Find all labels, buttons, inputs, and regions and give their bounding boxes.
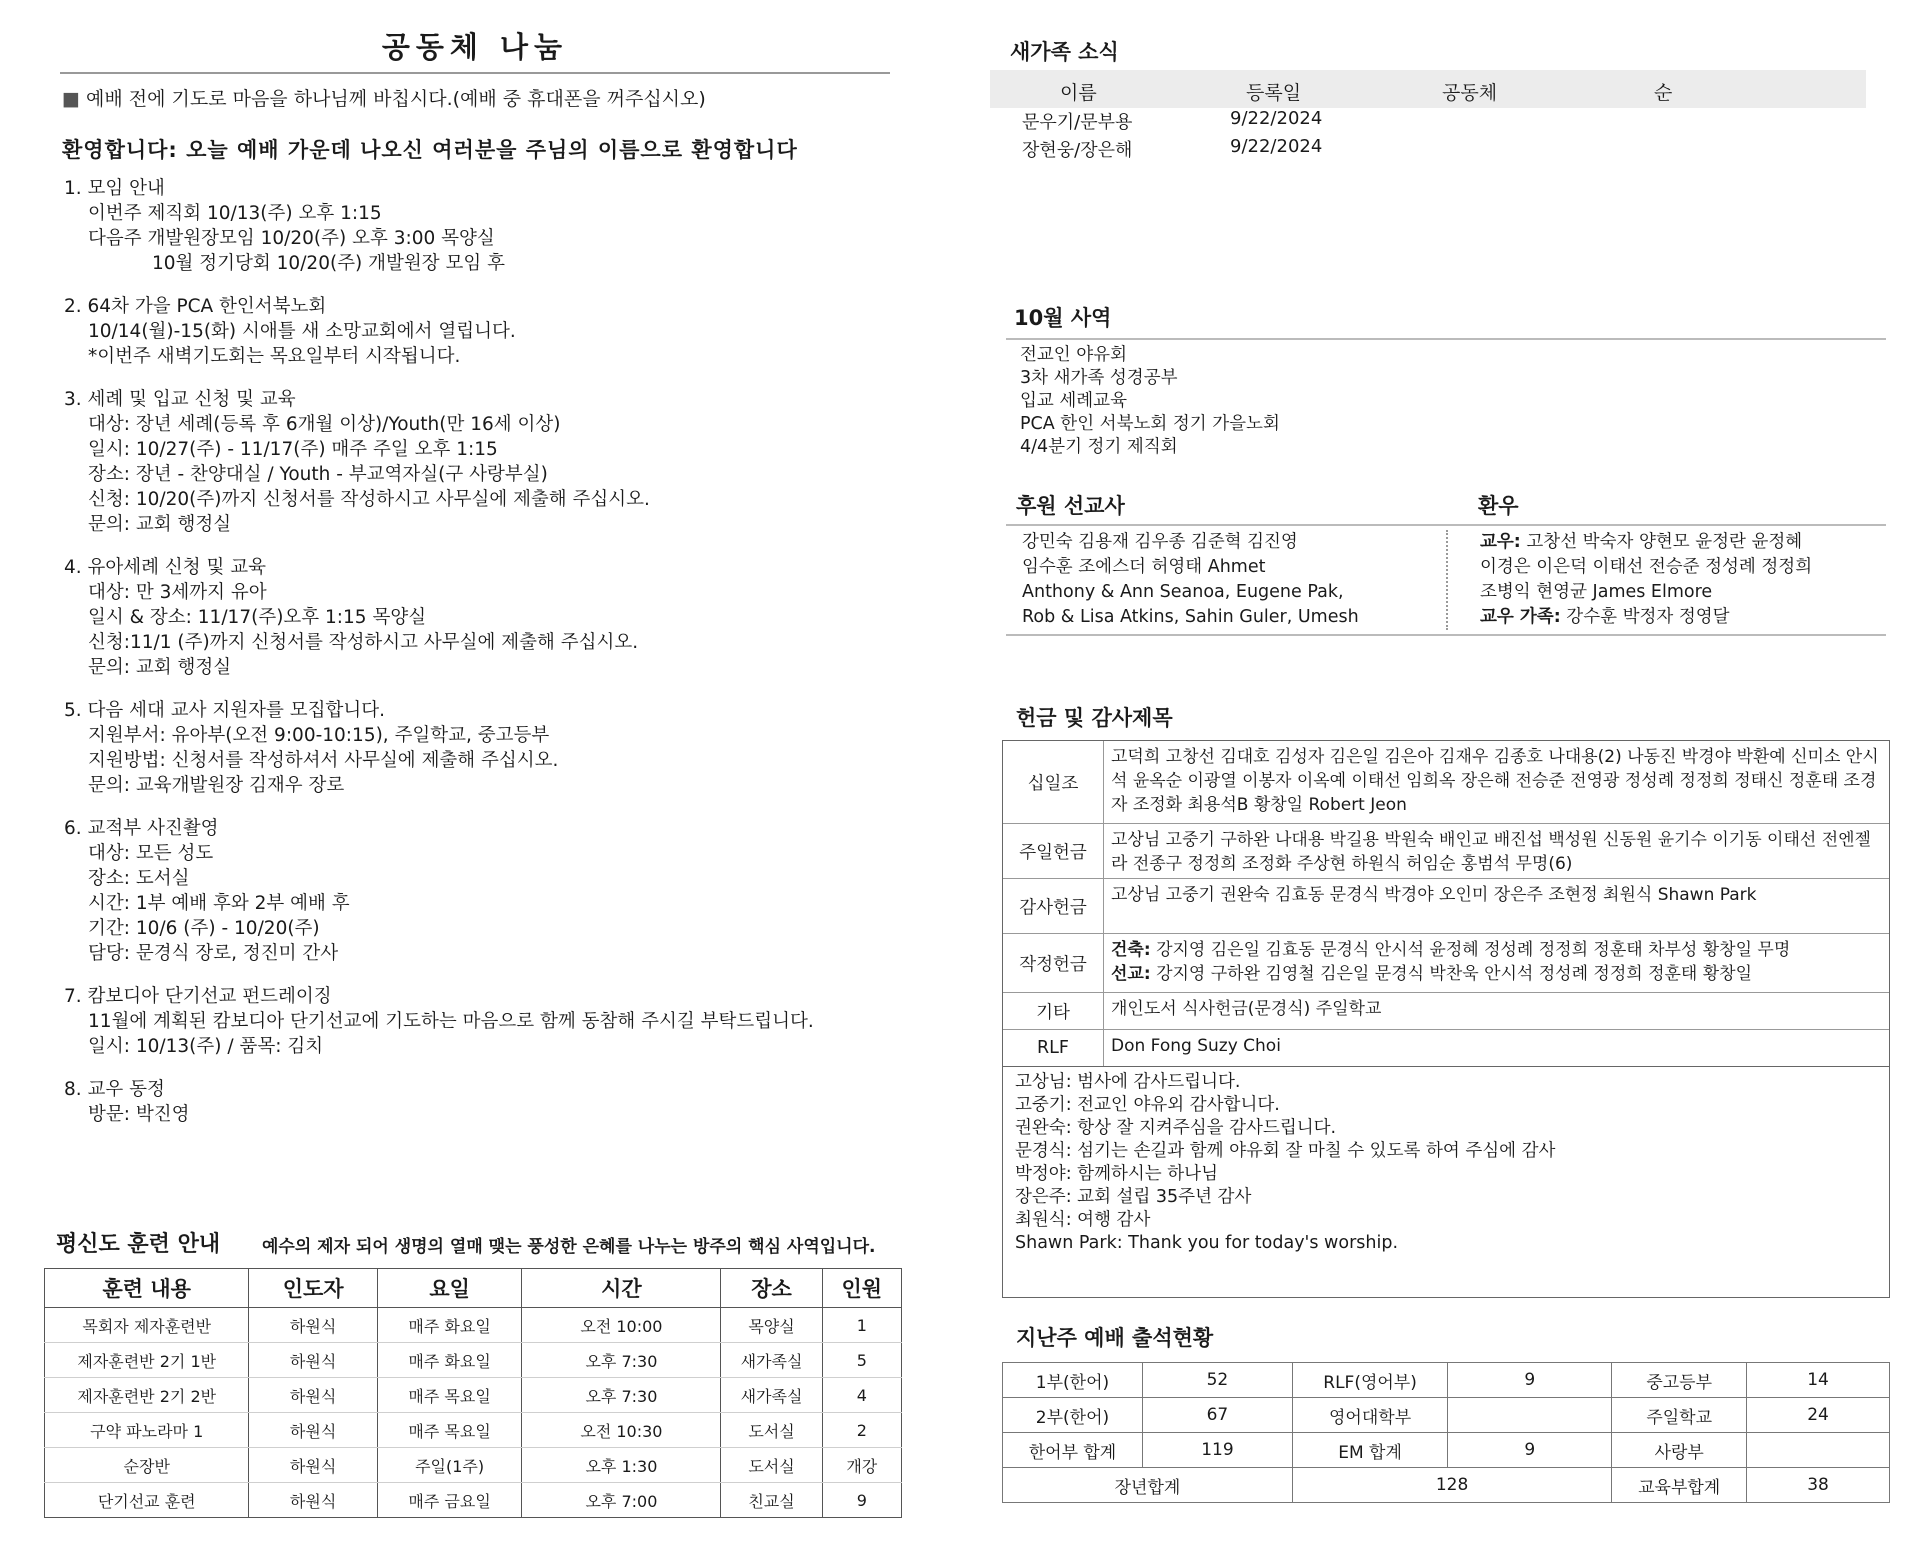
- offering-row-sunday: [1003, 824, 1889, 879]
- thanks-notes: [1003, 1071, 1889, 1291]
- list-item: 조병익 현영균 James Elmore: [1480, 582, 1713, 602]
- worship-note-text: 예배 전에 기도로 마음을 하나님께 바칩시다.(예배 중 휴대폰을 꺼주십시오): [86, 88, 706, 110]
- announcement-item: [64, 387, 894, 537]
- announcement-item: [64, 555, 894, 680]
- table-header: 장소: [721, 1269, 822, 1308]
- table-cell: 1: [822, 1308, 901, 1343]
- list-item: PCA 한인 서북노회 정기 가을노회: [1020, 414, 1280, 434]
- divider: [1006, 524, 1886, 526]
- table-cell: 목회자 제자훈련반: [45, 1308, 249, 1343]
- table-cell: 1부(한어): [1003, 1363, 1143, 1398]
- announcement-line: 10월 정기당회 10/20(주) 개발원장 모임 후: [152, 253, 506, 274]
- table-cell: 새가족실: [721, 1378, 822, 1413]
- list-item: 고상님: 범사에 감사드립니다.: [1015, 1072, 1241, 1092]
- welcome-message: 환영합니다: 오늘 예배 가운데 나오신 여러분을 주님의 이름으로 환영합니다: [62, 138, 798, 162]
- table-header: 훈련 내용: [45, 1269, 249, 1308]
- announcement-line: 문의: 교회 행정실: [88, 514, 232, 535]
- table-cell: [1747, 1433, 1890, 1468]
- page-title: 공동체 나눔: [381, 30, 569, 64]
- table-cell: 단기선교 훈련: [45, 1483, 249, 1518]
- training-table: [44, 1268, 902, 1518]
- announcement-item: [64, 176, 894, 276]
- table-cell: 하원식: [249, 1483, 377, 1518]
- table-row: [45, 1448, 902, 1483]
- table-cell: 장년합계: [1003, 1468, 1293, 1503]
- table-cell: 오전 10:30: [522, 1413, 721, 1448]
- offering-label: 감사헌금: [1003, 879, 1104, 933]
- announcement-line: 문의: 교육개발원장 김재우 장로: [88, 775, 345, 796]
- special-building: [1111, 938, 1879, 962]
- table-cell: 5: [822, 1343, 901, 1378]
- table-cell: 영어대학부: [1292, 1398, 1447, 1433]
- table-cell: 2부(한어): [1003, 1398, 1143, 1433]
- offering-row-special: [1003, 934, 1889, 993]
- table-row: [1003, 1433, 1890, 1468]
- list-item: 강민숙 김용재 김우종 김준혁 김진영: [1022, 532, 1298, 552]
- announcement-head: 2. 64차 가을 PCA 한인서북노회: [64, 296, 327, 317]
- dotted-divider: [1446, 530, 1448, 630]
- table-row: [1003, 1363, 1890, 1398]
- table-row: [45, 1343, 902, 1378]
- title-divider: [60, 72, 890, 74]
- announcement-line: 11월에 계획된 캄보디아 단기선교에 기도하는 마음으로 함께 동참해 주시길 부탁드립니다.: [88, 1011, 814, 1032]
- table-cell: 매주 화요일: [377, 1308, 522, 1343]
- list-item: 문경식: 섬기는 손길과 함께 야유회 잘 마칠 수 있도록 하여 주심에 감사: [1015, 1141, 1556, 1161]
- announcement-head: 4. 유아세례 신청 및 교육: [64, 557, 267, 578]
- attendance-title: 지난주 예배 출석현황: [1016, 1326, 1214, 1350]
- special-label: 선교:: [1111, 964, 1151, 984]
- sick-members-title: 환우: [1478, 494, 1519, 518]
- table-cell: 24: [1747, 1398, 1890, 1433]
- announcement-item: [64, 1077, 894, 1127]
- special-mission: [1111, 962, 1879, 986]
- offering-row-thanks: [1003, 879, 1889, 934]
- announcement-head: 6. 교적부 사진촬영: [64, 818, 219, 839]
- new-family-header: [990, 70, 1866, 108]
- worship-note: [62, 84, 706, 111]
- list-item: 권완숙: 항상 잘 지켜주심을 감사드립니다.: [1015, 1118, 1337, 1138]
- table-header-row: [45, 1269, 902, 1308]
- announcement-line: 지원방법: 신청서를 작성하셔서 사무실에 제출해 주십시오.: [88, 750, 559, 771]
- table-header: 등록일: [1246, 82, 1302, 104]
- table-cell: 제자훈련반 2기 2반: [45, 1378, 249, 1413]
- table-header: 인원: [822, 1269, 901, 1308]
- offering-label: RLF: [1003, 1030, 1104, 1066]
- announcement-item: [64, 816, 894, 966]
- offering-names: 고상님 고중기 구하완 나대용 박길용 박원숙 배인교 배진섭 백성원 신동원 윤기수 이기동 이태선 전엔젤라 전종구 정정희 조정화 주상현 하원식 허임순 홍범석 무명(6): [1111, 830, 1871, 874]
- table-header: 순: [1654, 82, 1673, 104]
- announcement-line: 다음주 개발원장모임 10/20(주) 오후 3:00 목양실: [88, 228, 495, 249]
- offering-row-tithe: [1003, 741, 1889, 824]
- announcement-line: 신청: 10/20(주)까지 신청서를 작성하시고 사무실에 제출해 주십시오.: [88, 489, 650, 510]
- table-cell: 14: [1747, 1363, 1890, 1398]
- sick-names: 고창선 박숙자 양현모 윤정란 윤정혜: [1526, 532, 1803, 552]
- table-row: [45, 1378, 902, 1413]
- announcement-head: 3. 세례 및 입교 신청 및 교육: [64, 389, 296, 410]
- new-family-title: 새가족 소식: [1010, 40, 1119, 64]
- table-cell: 4: [822, 1378, 901, 1413]
- training-title: 평신도 훈련 안내: [56, 1232, 221, 1257]
- announcement-line: 일시: 10/27(주) - 11/17(주) 매주 주일 오후 1:15: [88, 439, 498, 460]
- announcement-head: 8. 교우 동정: [64, 1079, 165, 1100]
- table-cell: 사랑부: [1612, 1433, 1747, 1468]
- list-item: Shawn Park: Thank you for today's worship.: [1015, 1233, 1399, 1253]
- announcement-line: 장소: 장년 - 찬양대실 / Youth - 부교역자실(구 사랑부실): [88, 464, 548, 485]
- table-cell: 52: [1142, 1363, 1292, 1398]
- offering-label: 기타: [1003, 993, 1104, 1029]
- new-family-date: 9/22/2024: [1230, 136, 1323, 157]
- announcement-line: 시간: 1부 예배 후와 2부 예배 후: [88, 893, 350, 914]
- table-cell: 38: [1747, 1468, 1890, 1503]
- announcement-line: 대상: 장년 세례(등록 후 6개월 이상)/Youth(만 16세 이상): [88, 414, 561, 435]
- table-header: 요일: [377, 1269, 522, 1308]
- table-cell: 하원식: [249, 1343, 377, 1378]
- offering-label: 주일헌금: [1003, 824, 1104, 878]
- attendance-table: [1002, 1362, 1890, 1503]
- table-cell: 오후 1:30: [522, 1448, 721, 1483]
- list-item: [1480, 530, 1812, 555]
- table-cell: 하원식: [249, 1378, 377, 1413]
- table-row: [45, 1483, 902, 1518]
- table-row: [1003, 1398, 1890, 1433]
- table-cell: 교육부합계: [1612, 1468, 1747, 1503]
- table-cell: 2: [822, 1413, 901, 1448]
- special-label: 건축:: [1111, 940, 1151, 960]
- training-slogan: 예수의 제자 되어 생명의 열매 맺는 풍성한 은혜를 나누는 방주의 핵심 사역입니다.: [262, 1237, 876, 1257]
- table-cell: 오후 7:30: [522, 1343, 721, 1378]
- missionaries-list: [1022, 530, 1359, 630]
- announcement-item: [64, 698, 894, 798]
- announcement-line: 문의: 교회 행정실: [88, 657, 232, 678]
- new-family-name: 문우기/문부용: [1022, 112, 1133, 133]
- table-header: 공동체: [1442, 82, 1498, 104]
- table-cell: 친교실: [721, 1483, 822, 1518]
- table-cell: 중고등부: [1612, 1363, 1747, 1398]
- table-cell: 오후 7:00: [522, 1483, 721, 1518]
- announcement-head: 5. 다음 세대 교사 지원자를 모집합니다.: [64, 700, 386, 721]
- table-cell: RLF(영어부): [1292, 1363, 1447, 1398]
- offering-row-rlf: [1003, 1030, 1889, 1067]
- list-item: Rob & Lisa Atkins, Sahin Guler, Umesh: [1022, 607, 1359, 627]
- table-cell: 주일(1주): [377, 1448, 522, 1483]
- list-item: 전교인 야유회: [1020, 345, 1127, 365]
- table-row: [1003, 1468, 1890, 1503]
- special-names: 강지영 김은일 김효동 문경식 안시석 윤정혜 정성례 정정희 정훈태 차부성 황창일 무명: [1156, 940, 1791, 960]
- list-item: 박정야: 함께하시는 하나님: [1015, 1164, 1218, 1184]
- offering-box: [1002, 740, 1890, 1298]
- table-cell: 도서실: [721, 1448, 822, 1483]
- list-item: 3차 새가족 성경공부: [1020, 368, 1178, 388]
- missionaries-title: 후원 선교사: [1016, 494, 1125, 518]
- table-cell: 하원식: [249, 1448, 377, 1483]
- table-cell: 구약 파노라마 1: [45, 1413, 249, 1448]
- announcement-line: 기간: 10/6 (주) - 10/20(주): [88, 918, 320, 939]
- table-cell: 개강: [822, 1448, 901, 1483]
- divider: [1006, 634, 1886, 636]
- announcement-line: 10/14(월)-15(화) 시애틀 새 소망교회에서 열립니다.: [88, 321, 516, 342]
- offering-label: 작정헌금: [1003, 934, 1104, 992]
- list-item: 입교 세례교육: [1020, 391, 1127, 411]
- offering-names: Don Fong Suzy Choi: [1111, 1036, 1281, 1056]
- table-cell: 9: [822, 1483, 901, 1518]
- table-cell: 도서실: [721, 1413, 822, 1448]
- list-item: Anthony & Ann Seanoa, Eugene Pak,: [1022, 582, 1344, 602]
- divider: [1006, 338, 1886, 340]
- sick-names: 강수훈 박정자 정영달: [1566, 607, 1730, 627]
- sick-label: 교우:: [1480, 532, 1521, 552]
- table-cell: 주일학교: [1612, 1398, 1747, 1433]
- new-family-name: 장현웅/장은해: [1022, 140, 1133, 161]
- table-cell: 오후 7:30: [522, 1378, 721, 1413]
- sick-label: 교우 가족:: [1480, 607, 1561, 627]
- thanks-list: [1015, 1071, 1555, 1255]
- list-item: 이경은 이은덕 이태선 전승준 정성례 정정희: [1480, 557, 1813, 577]
- table-cell: 새가족실: [721, 1343, 822, 1378]
- table-cell: 매주 목요일: [377, 1413, 522, 1448]
- offering-row-etc: [1003, 993, 1889, 1030]
- table-cell: [1448, 1398, 1612, 1433]
- announcement-line: 신청:11/1 (주)까지 신청서를 작성하시고 사무실에 제출해 주십시오.: [88, 632, 639, 653]
- announcement-line: 대상: 만 3세까지 유아: [88, 582, 267, 603]
- list-item: 고중기: 전교인 야유외 감사합니다.: [1015, 1095, 1280, 1115]
- table-row: [45, 1308, 902, 1343]
- table-row: [45, 1413, 902, 1448]
- table-cell: EM 합계: [1292, 1433, 1447, 1468]
- list-item: 장은주: 교회 설립 35주년 감사: [1015, 1187, 1252, 1207]
- sick-members-list: [1480, 530, 1812, 630]
- announcement-line: 지원부서: 유아부(오전 9:00-10:15), 주일학교, 중고등부: [88, 725, 550, 746]
- announcement-head: 1. 모임 안내: [64, 178, 165, 199]
- offering-names: 고상님 고중기 권완숙 김효동 문경식 박경야 오인미 장은주 조현정 최원식 Shawn Park: [1111, 885, 1757, 905]
- announcement-item: [64, 984, 894, 1059]
- table-cell: 오전 10:00: [522, 1308, 721, 1343]
- table-cell: 67: [1142, 1398, 1292, 1433]
- table-cell: 목양실: [721, 1308, 822, 1343]
- table-cell: 9: [1448, 1433, 1612, 1468]
- table-cell: 119: [1142, 1433, 1292, 1468]
- table-cell: 9: [1448, 1363, 1612, 1398]
- table-cell: 순장반: [45, 1448, 249, 1483]
- list-item: 최원식: 여행 감사: [1015, 1210, 1151, 1230]
- special-names: 강지영 구하완 김영철 김은일 문경식 박찬욱 안시석 정성례 정정희 정훈태 황창일: [1156, 964, 1753, 984]
- announcement-line: 대상: 모든 성도: [88, 843, 214, 864]
- offering-names: [1111, 938, 1879, 986]
- table-cell: 하원식: [249, 1413, 377, 1448]
- table-header: 이름: [1060, 82, 1097, 104]
- table-cell: 한어부 합계: [1003, 1433, 1143, 1468]
- announcement-line: 일시: 10/13(주) / 품목: 김치: [88, 1036, 324, 1057]
- table-cell: 매주 금요일: [377, 1483, 522, 1518]
- table-cell: 매주 목요일: [377, 1378, 522, 1413]
- new-family-date: 9/22/2024: [1230, 108, 1323, 129]
- announcement-line: 이번주 제직회 10/13(주) 오후 1:15: [88, 203, 382, 224]
- announcement-line: 담당: 문경식 장로, 정진미 간사: [88, 943, 339, 964]
- offering-title: 헌금 및 감사제목: [1016, 706, 1173, 730]
- offering-label: 십일조: [1003, 741, 1104, 823]
- table-cell: 하원식: [249, 1308, 377, 1343]
- announcement-line: 장소: 도서실: [88, 868, 190, 889]
- offering-names: 고덕희 고창선 김대호 김성자 김은일 김은아 김재우 김종호 나대용(2) 나동진 박경야 박환예 신미소 안시석 윤옥순 이광열 이봉자 이옥예 이태선 임희옥 장은해 전승준 전영광 정성례 정정희 정태신 정훈태 조경자 조정화 최용석B 황창일 Robert Jeon: [1111, 747, 1879, 815]
- square-bullet-icon: ■: [62, 88, 80, 110]
- announcement-line: *이번주 새벽기도회는 목요일부터 시작됩니다.: [88, 346, 461, 367]
- table-header: 시간: [522, 1269, 721, 1308]
- announcements: [64, 176, 894, 1145]
- offering-names: 개인도서 식사헌금(문경식) 주일학교: [1111, 999, 1382, 1019]
- announcement-line: 방문: 박진영: [88, 1104, 190, 1125]
- table-header: 인도자: [249, 1269, 377, 1308]
- table-cell: 매주 화요일: [377, 1343, 522, 1378]
- october-ministry-list: [1020, 344, 1280, 459]
- table-cell: 제자훈련반 2기 1반: [45, 1343, 249, 1378]
- announcement-head: 7. 캄보디아 단기선교 펀드레이징: [64, 986, 332, 1007]
- list-item: [1480, 605, 1812, 630]
- october-ministry-title: 10월 사역: [1014, 306, 1112, 330]
- announcement-item: [64, 294, 894, 369]
- list-item: 임수훈 조에스더 허영태 Ahmet: [1022, 557, 1266, 577]
- table-cell: 128: [1292, 1468, 1611, 1503]
- announcement-line: 일시 & 장소: 11/17(주)오후 1:15 목양실: [88, 607, 427, 628]
- list-item: 4/4분기 정기 제직회: [1020, 437, 1178, 457]
